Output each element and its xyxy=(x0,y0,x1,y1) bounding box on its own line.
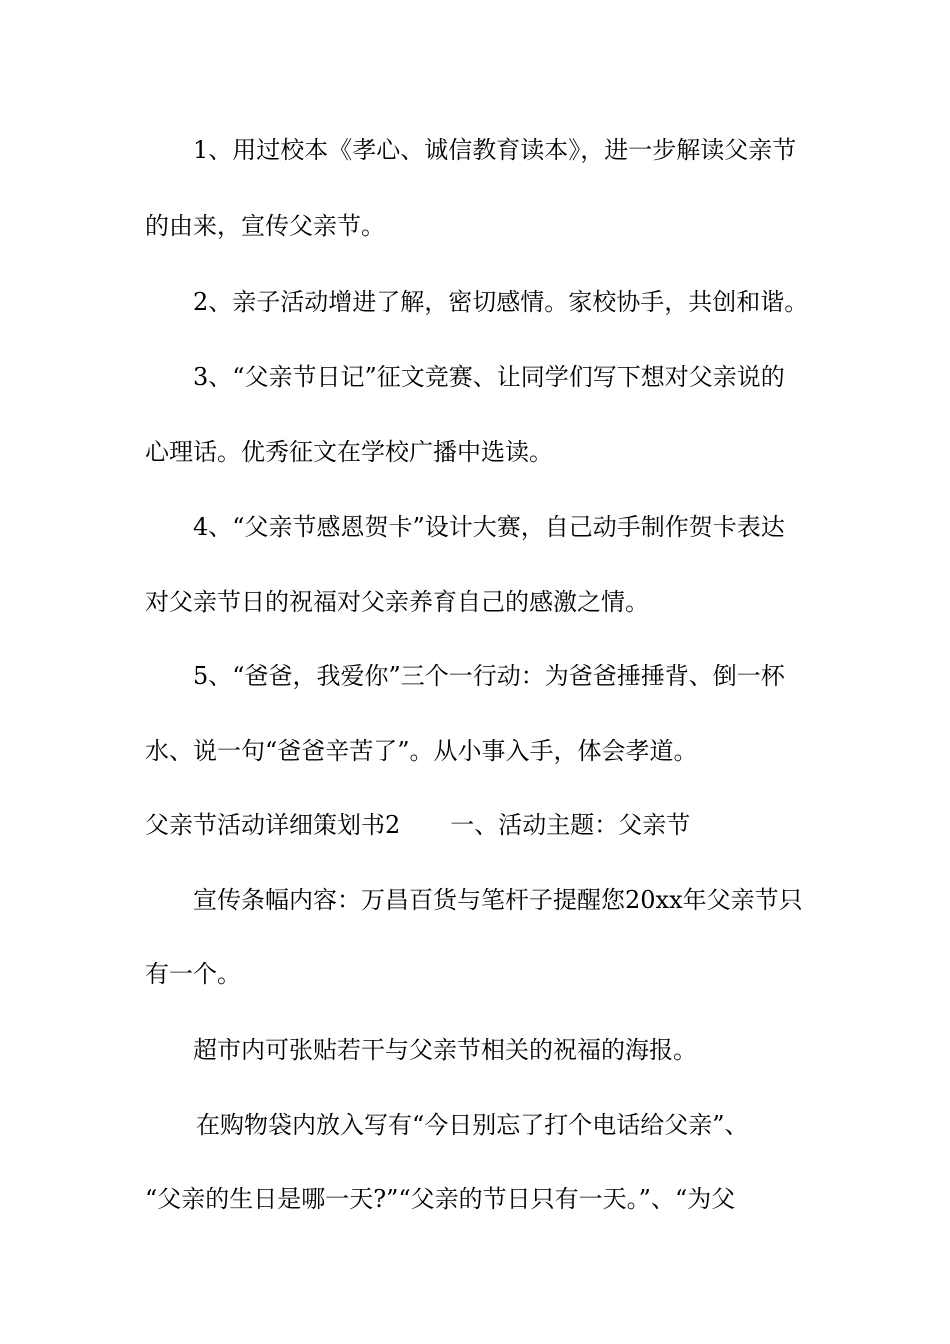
paragraph-line: 超市内可张贴若干与父亲节相关的祝福的海报。 xyxy=(193,1036,697,1064)
paragraph-line: 水、说一句“爸爸辛苦了”。从小事入手，体会孝道。 xyxy=(145,737,698,765)
paragraph-line: 宣传条幅内容：万昌百货与笔杆子提醒您20xx年父亲节只 xyxy=(193,886,803,914)
paragraph-line: 的由来，宣传父亲节。 xyxy=(145,212,385,240)
heading-subtitle: 一、活动主题：父亲节 xyxy=(450,811,691,839)
paragraph-line: 2、亲子活动增进了解，密切感情。家校协手，共创和谐。 xyxy=(193,288,809,316)
paragraph-line: 3、“父亲节日记”征文竞赛、让同学们写下想对父亲说的 xyxy=(193,363,785,391)
section-heading xyxy=(145,809,825,841)
paragraph-line: 心理话。优秀征文在学校广播中选读。 xyxy=(145,438,553,466)
paragraph-line: 1、用过校本《孝心、诚信教育读本》，进一步解读父亲节 xyxy=(193,136,797,164)
paragraph-line: “父亲的生日是哪一天?”“父亲的节日只有一天。”、“为父 xyxy=(145,1185,736,1213)
paragraph-line: 有一个。 xyxy=(145,960,241,988)
paragraph-line: 对父亲节日的祝福对父亲养育自己的感激之情。 xyxy=(145,588,649,616)
paragraph-line: 4、“父亲节感恩贺卡”设计大赛，自己动手制作贺卡表达 xyxy=(193,513,785,541)
heading-title: 父亲节活动详细策划书2 xyxy=(145,811,401,839)
paragraph-line: 5、“爸爸，我爱你”三个一行动：为爸爸捶捶背、倒一杯 xyxy=(193,662,785,690)
paragraph-line: 在购物袋内放入写有“今日别忘了打个电话给父亲”、 xyxy=(196,1111,749,1139)
